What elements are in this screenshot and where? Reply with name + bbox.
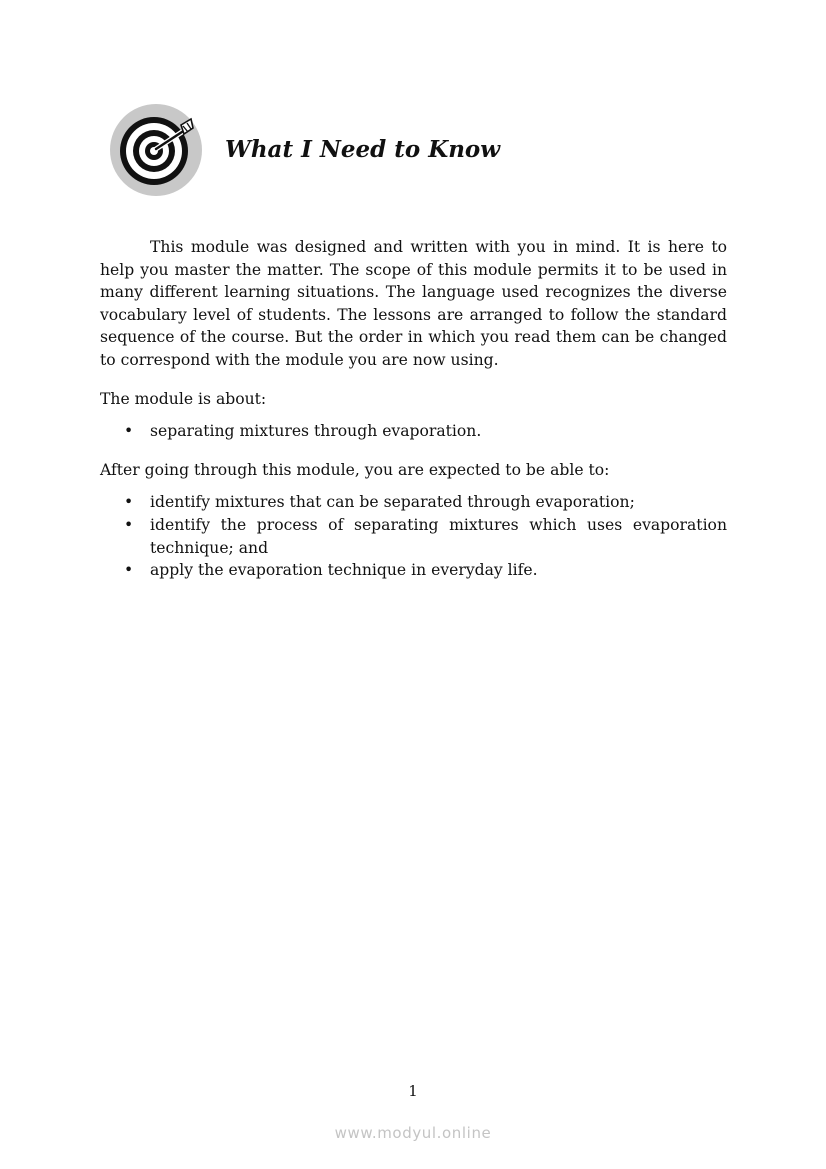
page-number: 1 — [408, 1082, 418, 1100]
intro-paragraph: This module was designed and written with you in mind. It is here to help you master the matter. The scope of this module permits it to be used in many different learning situations. The language used recognizes the diverse vocabulary level of students. The lessons are arranged to follow the standard sequence of the course. But the order in which you read them can be changed to correspond with the module you are now using. — [100, 238, 727, 369]
module-content — [100, 236, 727, 582]
target-bullseye-icon — [110, 104, 202, 196]
about-lead: The module is about: — [100, 389, 267, 408]
list-item: • separating mixtures through evaporation. — [100, 420, 727, 443]
about-list — [100, 420, 727, 443]
list-item: • identify mixtures that can be separated through evaporation; — [100, 491, 727, 514]
section-title: What I Need to Know — [225, 136, 501, 163]
objectives-list — [100, 491, 727, 581]
list-item: • identify the process of separating mixtures which uses evaporation technique; and — [100, 514, 727, 559]
objectives-lead: After going through this module, you are expected to be able to: — [100, 460, 610, 479]
list-item: • apply the evaporation technique in everyday life. — [100, 559, 727, 582]
watermark: www.modyul.online — [334, 1124, 492, 1142]
